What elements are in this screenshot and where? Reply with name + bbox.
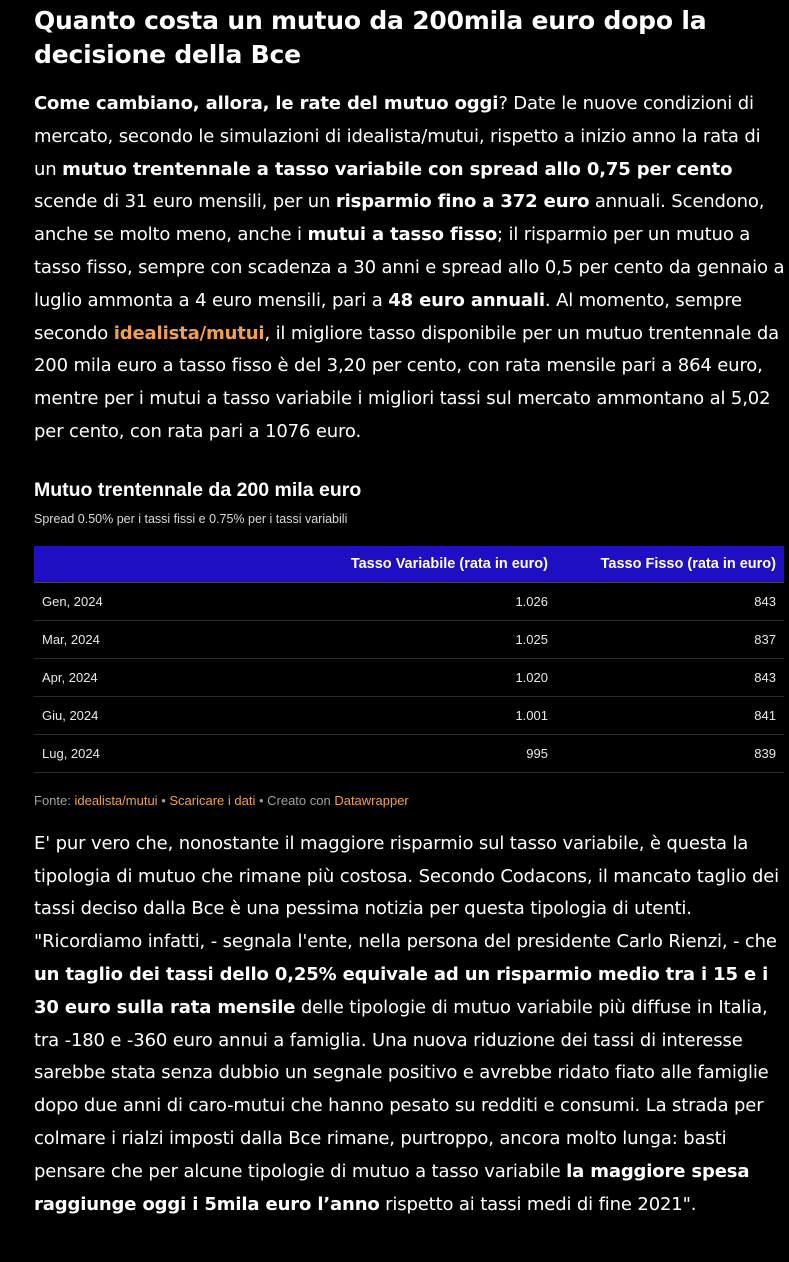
table-row xyxy=(34,582,784,620)
fisso-cell: 843 xyxy=(556,582,784,620)
table-header-row xyxy=(34,546,784,583)
download-data-link[interactable]: Scaricare i dati xyxy=(169,792,256,808)
datawrapper-table xyxy=(34,477,785,808)
text: , il migliore tasso disponibile per un mutuo trentennale da 200 mila euro a tasso fisso è del 3,20 per cento, con rata mensile pari a 864 euro, mentre per i mutui a tasso variabile i migliori tassi sul mercato ammontano al 5,02 per cento, con rata pari a 1076 euro. xyxy=(34,322,780,442)
fisso-cell: 843 xyxy=(556,658,784,696)
created-with-label: • Creato con xyxy=(255,792,335,808)
article xyxy=(0,4,785,1221)
bold-text: Come cambiano, allora, le rate del mutuo oggi xyxy=(34,93,499,114)
bold-text: risparmio fino a 372 euro xyxy=(335,191,590,213)
column-header-variabile[interactable]: Tasso Variabile (rata in euro) xyxy=(290,546,556,583)
text: rispetto ai tassi medi di fine 2021". xyxy=(379,1193,697,1215)
article-title: Quanto costa un mutuo da 200mila euro dopo la decisione della Bce xyxy=(34,6,707,69)
table-subtitle: Spread 0.50% per i tassi fissi e 0.75% per i tassi variabili xyxy=(34,511,348,526)
text: delle tipologie di mutuo variabile più diffuse in Italia, tra -180 e -360 euro annui a famiglia. Una nuova riduzione dei tassi di interesse sarebbe stata senza dubbio un segnale positivo e avrebbe ridato fiato alle famiglie dopo due anni di caro-mutui che hanno pesato su redditi e consumi. La strada per colmare i rialzi imposti dalla Bce rimane, purtroppo, ancora molto lunga: basti pensare che per alcune tipologie di mutuo a tasso variabile xyxy=(34,996,769,1182)
text: ; il risparmio per un mutuo a tasso fisso, sempre con scadenza a 30 anni e spread allo 0,5 per cento da gennaio a luglio ammonta a 4 euro mensili, pari a xyxy=(34,224,785,311)
bold-text: 48 euro annuali xyxy=(388,289,545,311)
bold-text: un taglio dei tassi dello 0,25% equivale ad un risparmio medio tra i 15 e i 30 euro sulla rata mensile xyxy=(34,963,769,1018)
text: . Al momento, sempre secondo xyxy=(34,289,742,344)
separator: • xyxy=(157,792,170,808)
paragraph-1 xyxy=(34,88,785,449)
variabile-cell: 1.001 xyxy=(290,696,556,734)
date-cell: Apr, 2024 xyxy=(34,658,290,696)
paragraph-2 xyxy=(34,828,785,1222)
bold-text: mutuo trentennale a tasso variabile con spread allo 0,75 per cento xyxy=(62,158,733,180)
variabile-cell: 1.025 xyxy=(290,620,556,658)
fisso-cell: 841 xyxy=(556,696,784,734)
column-header-fisso[interactable]: Tasso Fisso (rata in euro) xyxy=(556,546,784,583)
source-label: Fonte: xyxy=(34,792,75,808)
date-cell: Mar, 2024 xyxy=(34,620,290,658)
column-header[interactable] xyxy=(34,546,290,583)
bold-text: la maggiore spesa raggiunge oggi i 5mila euro l’anno xyxy=(34,1160,750,1215)
bold-text: mutui a tasso fisso xyxy=(307,224,498,246)
datawrapper-link[interactable]: Datawrapper xyxy=(334,792,409,808)
text: E' pur vero che, nonostante il maggiore risparmio sul tasso variabile, è questa la tipologia di mutuo che rimane più costosa. Secondo Codacons, il mancato taglio dei tassi deciso dalla Bce è una pessima notizia per questa tipologia di utenti. "Ricordiamo infatti, - segnala l'ente, nella persona del presidente Carlo Rienzi, - che xyxy=(34,832,780,953)
table-row xyxy=(34,696,784,734)
table-row xyxy=(34,620,784,658)
rates-table xyxy=(34,546,784,773)
fisso-cell: 839 xyxy=(556,734,784,772)
date-cell: Lug, 2024 xyxy=(34,734,290,772)
date-cell: Gen, 2024 xyxy=(34,582,290,620)
variabile-cell: 1.020 xyxy=(290,658,556,696)
idealista-link[interactable]: idealista/mutui xyxy=(113,322,265,344)
variabile-cell: 995 xyxy=(290,734,556,772)
fisso-cell: 837 xyxy=(556,620,784,658)
table-row xyxy=(34,734,784,772)
variabile-cell: 1.026 xyxy=(290,582,556,620)
text: scende di 31 euro mensili, per un xyxy=(34,191,336,213)
table-row xyxy=(34,658,784,696)
table-footer xyxy=(34,793,785,808)
text: annuali. Scendono, anche se molto meno, anche i xyxy=(34,191,765,246)
table-title: Mutuo trentennale da 200 mila euro xyxy=(34,478,362,501)
text: ? Date le nuove condizioni di mercato, secondo le simulazioni di idealista/mutui, rispetto a inizio anno la rata di un xyxy=(34,93,761,180)
date-cell: Giu, 2024 xyxy=(34,696,290,734)
source-link[interactable]: idealista/mutui xyxy=(74,792,158,808)
